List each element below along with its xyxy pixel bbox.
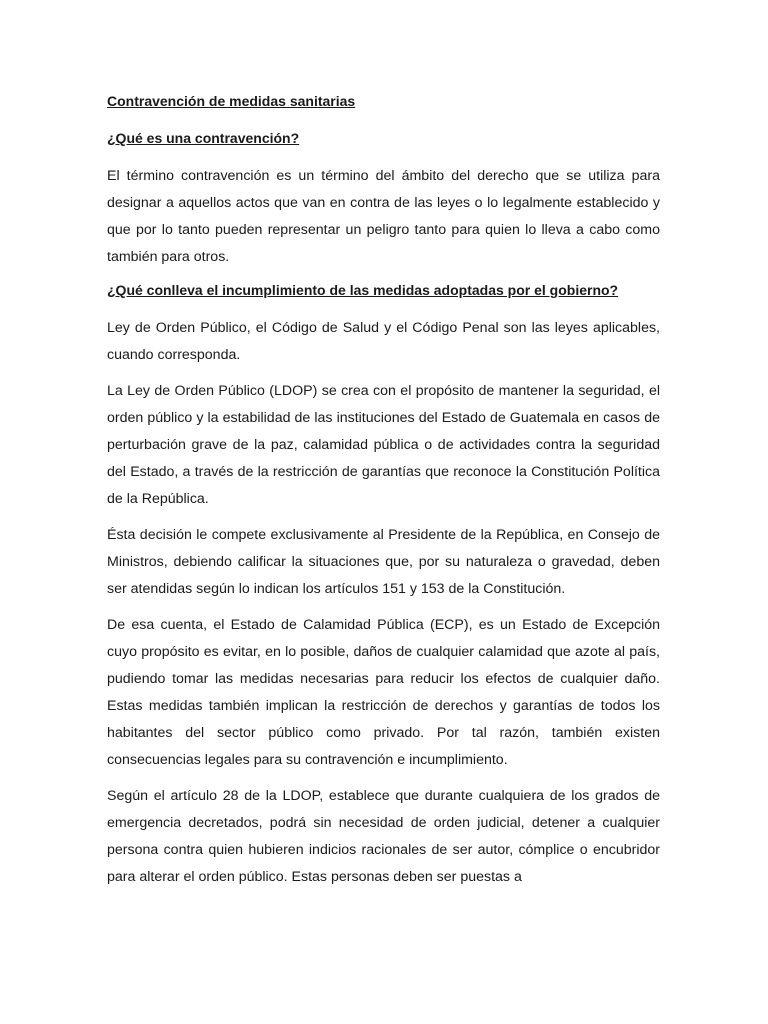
paragraph-applicable-laws: Ley de Orden Público, el Código de Salud y el Código Penal son las leyes aplicables, cuando corresponda. [107,320,660,363]
paragraph-presidential-decision: Ésta decisión le compete exclusivamente al Presidente de la República, en Consejo de Ministros, debiendo calificar la situaciones que, por su naturaleza o gravedad, deben ser atendidas según lo indican los artículos 151 y 153 de la Constitución. [107,527,660,597]
question-heading-contravencion: ¿Qué es una contravención? [107,130,300,146]
question-heading-incumplimiento: ¿Qué conlleva el incumplimiento de las medidas adoptadas por el gobierno? [107,282,619,298]
document-title: Contravención de medidas sanitarias [107,93,356,109]
paragraph-article-28: Según el artículo 28 de la LDOP, establece que durante cualquiera de los grados de emergencia decretados, podrá sin necesidad de orden judicial, detener a cualquier persona contra quien hubieren indicios racionales de ser autor, cómplice o encubridor para alterar el orden público. Estas personas deben ser puestas a [107,788,660,885]
document-page [107,91,660,900]
paragraph-calamity-state: De esa cuenta, el Estado de Calamidad Pública (ECP), es un Estado de Excepción cuyo propósito es evitar, en lo posible, daños de cualquier calamidad que azote al país, pudiendo tomar las medidas necesarias para reducir los efectos de cualquier daño. Estas medidas también implican la restricción de derechos y garantías de todos los habitantes del sector público como privado. Por tal razón, también existen consecuencias legales para su contravención e incumplimiento. [107,617,660,768]
paragraph-ldop: La Ley de Orden Público (LDOP) se crea con el propósito de mantener la seguridad, el orden público y la estabilidad de las instituciones del Estado de Guatemala en casos de perturbación grave de la paz, calamidad pública o de actividades contra la seguridad del Estado, a través de la restricción de garantías que reconoce la Constitución Política de la República. [107,383,660,507]
paragraph-definition: El término contravención es un término del ámbito del derecho que se utiliza para designar a aquellos actos que van en contra de las leyes o lo legalmente establecido y que por lo tanto pueden representar un peligro tanto para quien lo lleva a cabo como también para otros. [107,168,660,265]
